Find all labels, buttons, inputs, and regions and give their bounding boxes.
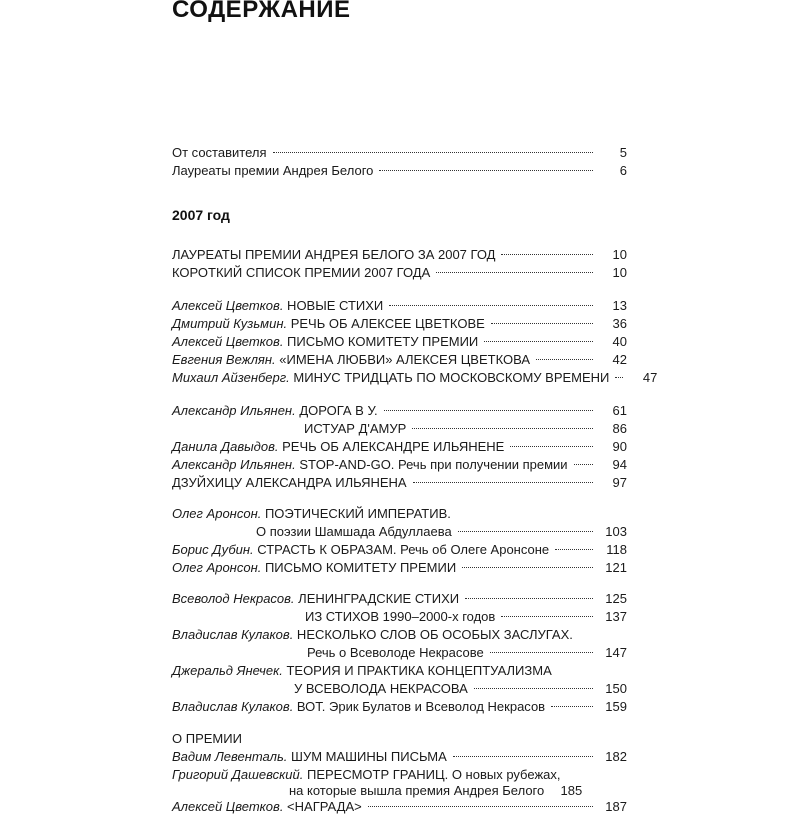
- toc-entry[interactable]: [307, 644, 627, 662]
- entry-author: Вадим Левенталь.: [172, 749, 288, 764]
- entry-title: STOP-AND-GO. Речь при получении премии: [295, 457, 568, 472]
- toc-entry[interactable]: [172, 333, 627, 351]
- toc-entry[interactable]: [294, 680, 627, 698]
- toc-entry[interactable]: [172, 456, 627, 474]
- toc-entry[interactable]: [172, 559, 627, 577]
- leader-dots: [501, 616, 593, 617]
- entry-title: ПИСЬМО КОМИТЕТУ ПРЕМИИ: [283, 334, 479, 349]
- entry-author: Данила Давыдов.: [172, 439, 279, 454]
- entry-title: ВОТ. Эрик Булатов и Всеволод Некрасов: [293, 699, 546, 714]
- page-number: 137: [605, 609, 627, 624]
- page-title: СОДЕРЖАНИЕ: [172, 0, 351, 23]
- page-number: 94: [612, 457, 627, 472]
- subsection-heading: О ПРЕМИИ: [172, 731, 242, 746]
- entry-author: Владислав Кулаков.: [172, 699, 294, 714]
- leader-dots: [273, 152, 594, 153]
- toc-entry[interactable]: [256, 523, 627, 541]
- toc-entry[interactable]: [172, 351, 627, 369]
- toc-entry[interactable]: [304, 420, 627, 438]
- leader-dots: [551, 706, 593, 707]
- leader-dots: [510, 446, 593, 447]
- toc-entry[interactable]: [172, 369, 658, 387]
- toc-entry[interactable]: [172, 246, 627, 264]
- page-number: 150: [605, 681, 627, 696]
- leader-dots: [484, 341, 593, 342]
- toc-entry[interactable]: [172, 144, 627, 162]
- toc-entry[interactable]: [172, 541, 627, 559]
- entry-author: Всеволод Некрасов.: [172, 591, 295, 606]
- toc-entry[interactable]: [172, 438, 627, 456]
- entry-title: КОРОТКИЙ СПИСОК ПРЕМИИ 2007 ГОДА: [172, 265, 431, 280]
- entry-author: Джеральд Янечек.: [172, 663, 283, 678]
- entry-title: РЕЧЬ ОБ АЛЕКСЕЕ ЦВЕТКОВЕ: [287, 316, 485, 331]
- leader-dots: [490, 652, 593, 653]
- toc-entry[interactable]: [172, 798, 627, 816]
- leader-dots: [368, 806, 593, 807]
- entry-title: О поэзии Шамшада Абдуллаева: [256, 524, 452, 539]
- leader-dots: [436, 272, 593, 273]
- entry-author: Олег Аронсон.: [172, 506, 262, 521]
- page-number: 40: [612, 334, 627, 349]
- page-number: 118: [606, 542, 627, 557]
- leader-dots: [458, 531, 593, 532]
- page-number: 182: [605, 749, 627, 764]
- leader-dots: [615, 377, 623, 378]
- toc-entry[interactable]: [172, 315, 627, 333]
- entry-title: У ВСЕВОЛОДА НЕКРАСОВА: [294, 681, 468, 696]
- entry-title: ТЕОРИЯ И ПРАКТИКА КОНЦЕПТУАЛИЗМА: [282, 663, 552, 678]
- toc-entry[interactable]: [172, 402, 627, 420]
- leader-dots: [501, 254, 593, 255]
- leader-dots: [413, 482, 593, 483]
- entry-author: Евгения Вежлян.: [172, 352, 276, 367]
- toc-entry[interactable]: [172, 590, 627, 608]
- entry-author: Владислав Кулаков.: [172, 627, 294, 642]
- page-number: 61: [612, 403, 627, 418]
- toc-entry[interactable]: [172, 264, 627, 282]
- entry-title: МИНУС ТРИДЦАТЬ ПО МОСКОВСКОМУ ВРЕМЕНИ: [289, 370, 610, 385]
- page-number: 36: [612, 316, 627, 331]
- toc-entry[interactable]: [172, 698, 627, 716]
- entry-title: ИСТУАР Д'АМУР: [304, 421, 407, 436]
- page-number: 187: [605, 799, 627, 814]
- entry-author: Александр Ильянен.: [172, 403, 296, 418]
- entry-title: РЕЧЬ ОБ АЛЕКСАНДРЕ ИЛЬЯНЕНЕ: [278, 439, 505, 454]
- leader-dots: [491, 323, 593, 324]
- leader-dots: [574, 464, 593, 465]
- leader-dots: [389, 305, 593, 306]
- toc-entry-heading[interactable]: [172, 662, 552, 680]
- entry-title: «ИМЕНА ЛЮБВИ» АЛЕКСЕЯ ЦВЕТКОВА: [275, 352, 531, 367]
- entry-title: ЛЕНИНГРАДСКИЕ СТИХИ: [294, 591, 460, 606]
- page-number: 6: [619, 163, 627, 178]
- entry-author: Алексей Цветков.: [172, 799, 284, 814]
- entry-title: ШУМ МАШИНЫ ПИСЬМА: [287, 749, 447, 764]
- page-number: 10: [612, 247, 627, 262]
- leader-dots: [412, 428, 593, 429]
- leader-dots: [453, 756, 593, 757]
- leader-dots: [474, 688, 593, 689]
- leader-dots: [536, 359, 593, 360]
- entry-author: Алексей Цветков.: [172, 334, 284, 349]
- page-number: 47: [642, 370, 658, 385]
- page-number: 159: [605, 699, 627, 714]
- page-number: 90: [612, 439, 627, 454]
- toc-entry[interactable]: [172, 162, 627, 180]
- entry-title: ИЗ СТИХОВ 1990–2000-х годов: [305, 609, 496, 624]
- entry-title: НЕСКОЛЬКО СЛОВ ОБ ОСОБЫХ ЗАСЛУГАХ.: [293, 627, 573, 642]
- leader-dots: [555, 549, 593, 550]
- page-number: 121: [605, 560, 627, 575]
- entry-title: на которые вышла премия Андрея Белого: [289, 783, 545, 798]
- entry-title: ДОРОГА В У.: [295, 403, 378, 418]
- page-number: 42: [612, 352, 627, 367]
- page-number: 10: [612, 265, 627, 280]
- entry-title: ПОЭТИЧЕСКИЙ ИМПЕРАТИВ.: [261, 506, 451, 521]
- entry-author: Александр Ильянен.: [172, 457, 296, 472]
- entry-title: <НАГРАДА>: [283, 799, 362, 814]
- page-number: 5: [619, 145, 627, 160]
- leader-dots: [465, 598, 593, 599]
- entry-title: От составителя: [172, 145, 267, 160]
- toc-entry[interactable]: [172, 297, 627, 315]
- toc-entry[interactable]: [172, 474, 627, 492]
- leader-dots: [379, 170, 593, 171]
- entry-title: Лауреаты премии Андрея Белого: [172, 163, 374, 178]
- toc-entry[interactable]: [305, 608, 627, 626]
- toc-entry-heading[interactable]: [172, 505, 451, 523]
- toc-entry-heading[interactable]: [172, 626, 573, 644]
- page-number: 147: [605, 645, 627, 660]
- page-number: 185: [560, 783, 583, 798]
- toc-entry[interactable]: [172, 748, 627, 766]
- page-number: 125: [605, 591, 627, 606]
- entry-author: Михаил Айзенберг.: [172, 370, 290, 385]
- page-number: 13: [612, 298, 627, 313]
- section-heading: 2007 год: [172, 207, 230, 223]
- entry-title: ЛАУРЕАТЫ ПРЕМИИ АНДРЕЯ БЕЛОГО ЗА 2007 ГОД: [172, 247, 496, 262]
- entry-author: Дмитрий Кузьмин.: [172, 316, 288, 331]
- leader-dots: [462, 567, 593, 568]
- entry-title: Речь о Всеволоде Некрасове: [307, 645, 484, 660]
- entry-author: Борис Дубин.: [172, 542, 254, 557]
- entry-author: Алексей Цветков.: [172, 298, 284, 313]
- entry-title: ПИСЬМО КОМИТЕТУ ПРЕМИИ: [261, 560, 457, 575]
- entry-author: Григорий Дашевский.: [172, 767, 304, 782]
- page-number: 86: [612, 421, 627, 436]
- page-number: 97: [612, 475, 627, 490]
- entry-title: СТРАСТЬ К ОБРАЗАМ. Речь об Олеге Аронсоне: [253, 542, 550, 557]
- page-number: 103: [605, 524, 627, 539]
- entry-title: ПЕРЕСМОТР ГРАНИЦ. О новых рубежах,: [303, 767, 561, 782]
- entry-title: НОВЫЕ СТИХИ: [283, 298, 384, 313]
- leader-dots: [384, 410, 593, 411]
- entry-author: Олег Аронсон.: [172, 560, 262, 575]
- entry-title: ДЗУЙХИЦУ АЛЕКСАНДРА ИЛЬЯНЕНА: [172, 475, 407, 490]
